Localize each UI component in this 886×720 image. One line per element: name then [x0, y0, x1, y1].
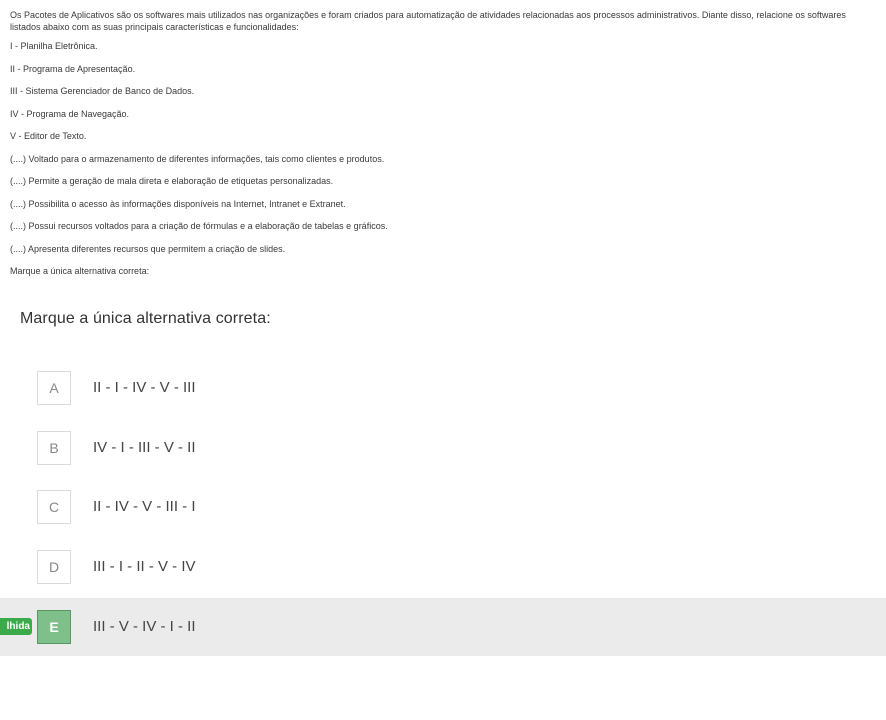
answer-prompt: Marque a única alternativa correta:: [20, 310, 271, 327]
option-text[interactable]: II - IV - V - III - I: [93, 498, 196, 515]
option-letter[interactable]: D: [37, 550, 71, 584]
statement-item: (....) Possui recursos voltados para a criação de fórmulas e a elaboração de tabelas e gráficos.: [10, 221, 388, 231]
chosen-badge: lhida: [0, 618, 32, 635]
option-e[interactable]: [0, 598, 886, 656]
statement-item: I - Planilha Eletrônica.: [10, 41, 98, 51]
option-letter[interactable]: A: [37, 371, 71, 405]
option-letter[interactable]: C: [37, 490, 71, 524]
statement-item: (....) Possibilita o acesso às informações disponíveis na Internet, Intranet e Extranet.: [10, 198, 346, 209]
question-statement: [10, 9, 870, 287]
option-text[interactable]: IV - I - III - V - II: [93, 439, 196, 456]
option-b[interactable]: [0, 419, 886, 477]
statement-item: Marque a única alternativa correta:: [10, 266, 150, 276]
statement-item: (....) Permite a geração de mala direta e elaboração de etiquetas personalizadas.: [10, 176, 334, 186]
option-text[interactable]: II - I - IV - V - III: [93, 379, 196, 396]
option-text[interactable]: III - I - II - V - IV: [93, 558, 196, 575]
option-a[interactable]: [0, 359, 886, 417]
statement-intro: Os Pacotes de Aplicativos são os softwares mais utilizados nas organizações e foram criados para automatização de atividades relacionadas aos processos administrativos. Diante disso, relacione os softwares listados abaixo com as suas principais características e funcionalidades:: [10, 10, 846, 32]
statement-item: (....) Apresenta diferentes recursos que permitem a criação de slides.: [10, 243, 286, 254]
option-text[interactable]: III - V - IV - I - II: [93, 618, 196, 635]
statement-item: III - Sistema Gerenciador de Banco de Dados.: [10, 86, 195, 96]
option-letter[interactable]: E: [37, 610, 71, 644]
statement-item: II - Programa de Apresentação.: [10, 63, 136, 74]
statement-item: V - Editor de Texto.: [10, 131, 87, 141]
option-d[interactable]: [0, 538, 886, 596]
option-c[interactable]: [0, 478, 886, 536]
option-letter[interactable]: B: [37, 431, 71, 465]
statement-item: IV - Programa de Navegação.: [10, 108, 130, 119]
statement-item: (....) Voltado para o armazenamento de diferentes informações, tais como clientes e produtos.: [10, 153, 385, 164]
